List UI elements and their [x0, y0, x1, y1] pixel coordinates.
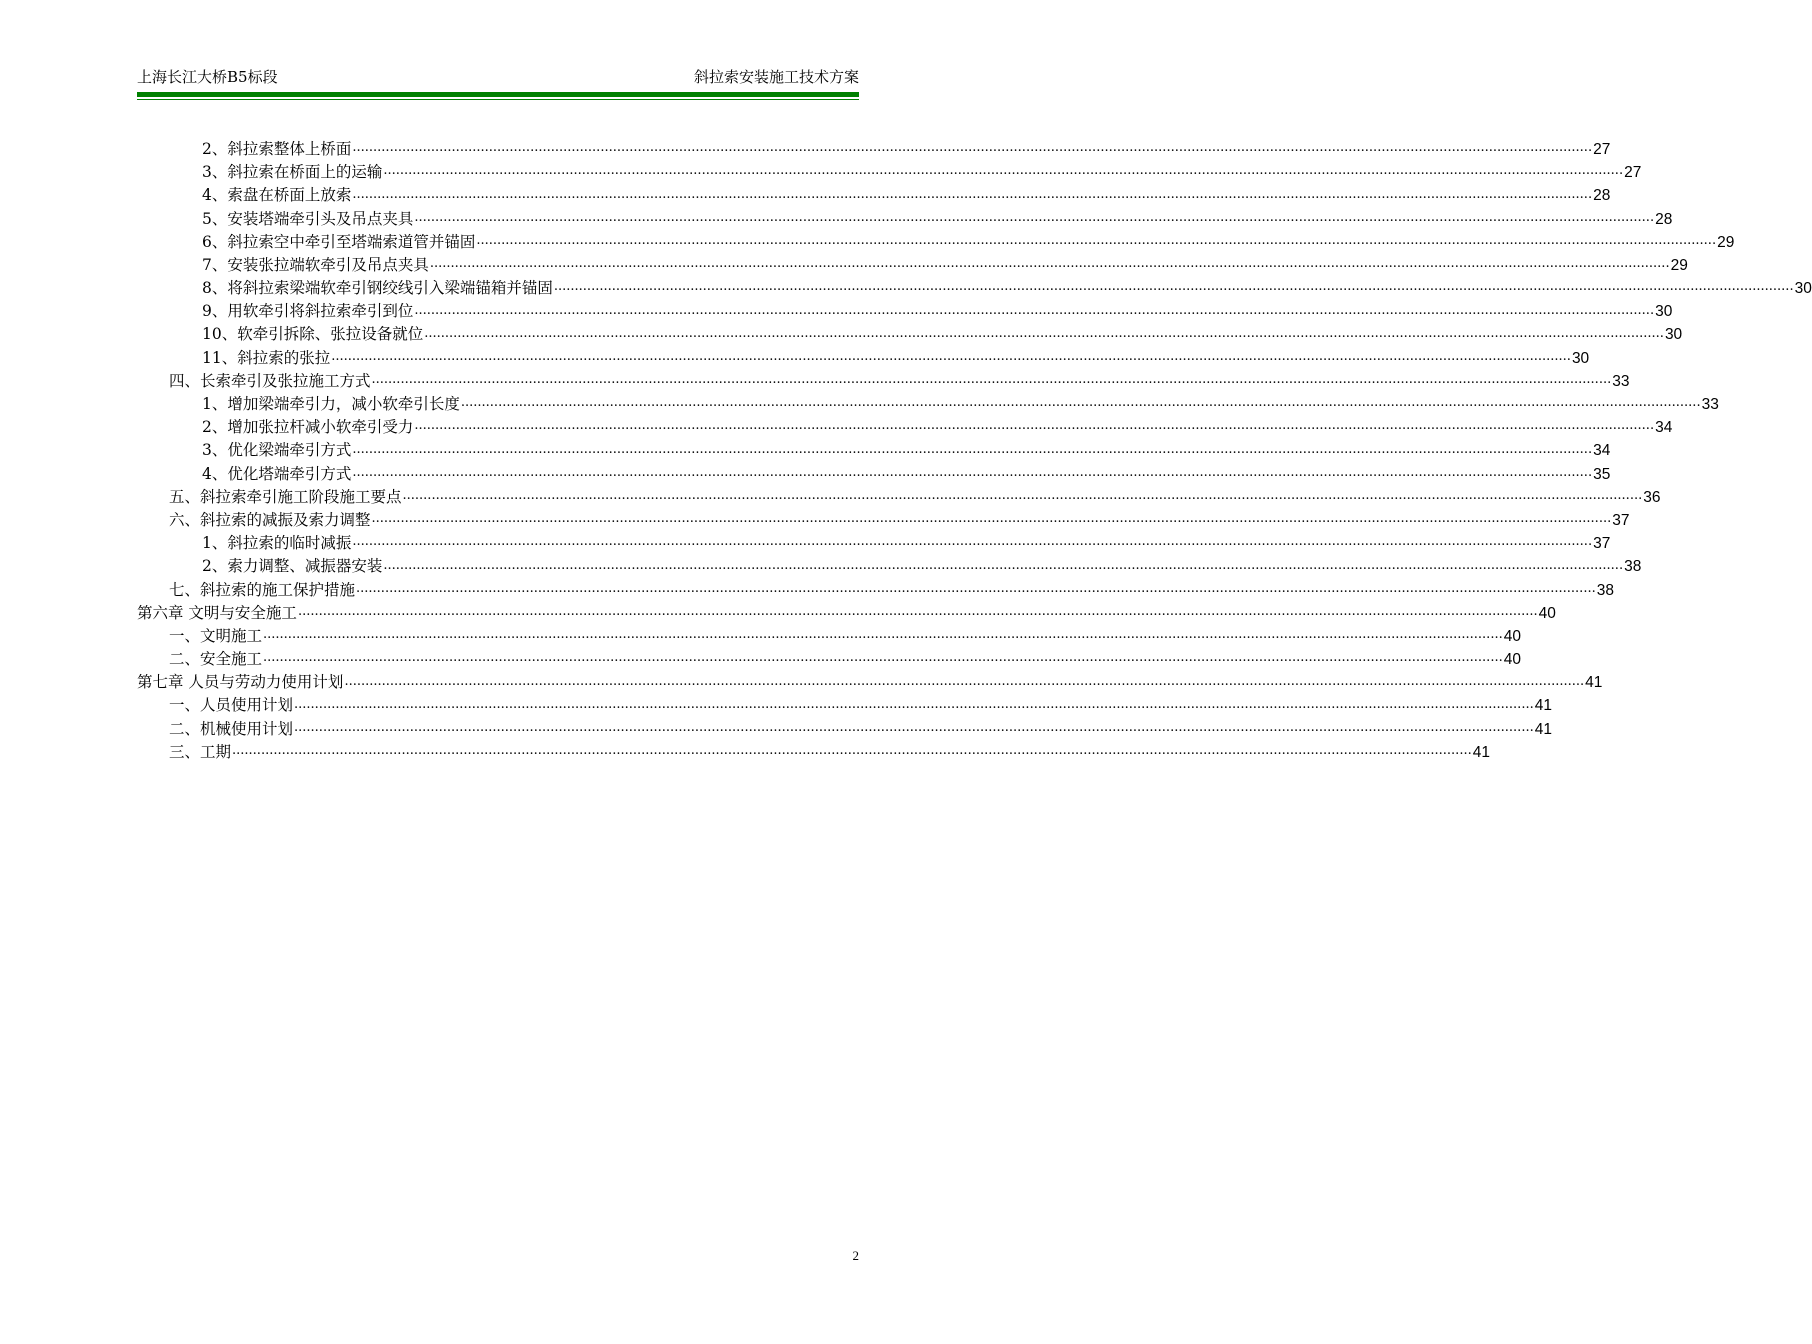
toc-entry[interactable] [137, 231, 1735, 254]
table-of-contents [137, 138, 1812, 764]
toc-dot-leader: ............................................................................................................................................................................................................................................................................................................ [263, 627, 1503, 643]
toc-entry[interactable] [137, 184, 1611, 207]
toc-entry[interactable] [137, 416, 1673, 439]
toc-entry-title: 一、人员使用计划 [169, 696, 294, 715]
toc-entry-page: 33 [1612, 372, 1630, 390]
toc-entry-title: 4、优化塔端牵引方式 [202, 464, 352, 483]
toc-entry[interactable] [137, 161, 1642, 184]
toc-dot-leader: ............................................................................................................................................................................................................................................................................................................ [414, 302, 1655, 318]
toc-entry[interactable] [137, 486, 1661, 509]
toc-entry[interactable] [137, 138, 1611, 161]
toc-dot-leader: ............................................................................................................................................................................................................................................................................................................ [460, 395, 1701, 411]
toc-entry-page: 28 [1655, 210, 1673, 228]
toc-entry-title: 2、斜拉索整体上桥面 [202, 139, 352, 158]
toc-entry-title: 三、工期 [169, 742, 232, 761]
toc-entry-page: 38 [1596, 581, 1614, 599]
header-rule-thick [137, 92, 859, 97]
toc-dot-leader: ............................................................................................................................................................................................................................................................................................................ [232, 743, 1472, 759]
toc-dot-leader: ............................................................................................................................................................................................................................................................................................................ [352, 534, 1593, 550]
toc-entry-page: 40 [1503, 651, 1521, 669]
toc-entry-page: 35 [1593, 465, 1611, 483]
toc-dot-leader: ............................................................................................................................................................................................................................................................................................................ [402, 488, 1643, 503]
toc-entry-page: 41 [1534, 697, 1552, 715]
toc-entry-page: 28 [1593, 187, 1611, 205]
header-project-title: 上海长江大桥B5标段 [137, 68, 278, 86]
toc-dot-leader: ............................................................................................................................................................................................................................................................................................................ [263, 650, 1503, 666]
toc-entry[interactable] [137, 579, 1614, 602]
header-document-title: 斜拉索安装施工技术方案 [693, 68, 859, 86]
toc-entry[interactable] [137, 393, 1719, 416]
toc-entry-title: 8、将斜拉索梁端软牵引钢绞线引入梁端锚箱并锚固 [202, 279, 553, 298]
toc-entry-title: 2、索力调整、减振器安装 [202, 557, 383, 576]
toc-entry[interactable] [137, 208, 1673, 231]
page-number: 2 [852, 1248, 859, 1263]
toc-entry-page: 41 [1472, 743, 1490, 761]
toc-entry[interactable] [137, 671, 1603, 694]
toc-entry-title: 四、长索牵引及张拉施工方式 [169, 371, 371, 390]
toc-entry-page: 30 [1664, 326, 1683, 344]
toc-entry-page: 40 [1538, 604, 1556, 622]
toc-entry-page: 36 [1643, 488, 1661, 506]
toc-entry[interactable] [137, 648, 1521, 671]
toc-entry-page: 29 [1717, 233, 1735, 251]
toc-entry-page: 29 [1670, 256, 1688, 274]
toc-entry-title: 5、安装塔端牵引头及吊点夹具 [202, 209, 414, 228]
toc-entry[interactable] [137, 370, 1630, 393]
toc-entry-title: 3、优化梁端牵引方式 [202, 441, 352, 460]
toc-entry-title: 二、机械使用计划 [169, 719, 294, 738]
toc-entry[interactable] [137, 718, 1552, 741]
toc-dot-leader: ............................................................................................................................................................................................................................................................................................................ [331, 348, 1571, 364]
toc-entry-title: 二、安全施工 [169, 650, 263, 669]
toc-entry-page: 27 [1593, 140, 1611, 158]
toc-entry-page: 27 [1624, 164, 1642, 182]
toc-entry[interactable] [137, 625, 1521, 648]
toc-entry[interactable] [137, 555, 1642, 578]
toc-entry[interactable] [137, 602, 1556, 625]
toc-dot-leader: ............................................................................................................................................................................................................................................................................................................ [371, 511, 1612, 527]
header-rule-thin [137, 99, 859, 100]
toc-dot-leader: ............................................................................................................................................................................................................................................................................................................ [294, 696, 1534, 712]
toc-dot-leader: ............................................................................................................................................................................................................................................................................................................ [553, 279, 1794, 295]
toc-entry-page: 30 [1571, 349, 1590, 367]
toc-entry[interactable] [137, 439, 1611, 462]
toc-entry-title: 3、斜拉索在桥面上的运输 [202, 163, 383, 182]
toc-entry[interactable] [137, 277, 1812, 300]
toc-entry-title: 六、斜拉索的减振及索力调整 [169, 510, 371, 529]
toc-dot-leader: ............................................................................................................................................................................................................................................................................................................ [352, 140, 1593, 156]
toc-entry[interactable] [137, 463, 1611, 486]
toc-entry-page: 41 [1534, 720, 1552, 738]
toc-dot-leader: ............................................................................................................................................................................................................................................................................................................ [383, 557, 1624, 573]
toc-dot-leader: ............................................................................................................................................................................................................................................................................................................ [294, 719, 1534, 735]
toc-entry-page: 34 [1655, 419, 1673, 437]
toc-dot-leader: ............................................................................................................................................................................................................................................................................................................ [414, 209, 1655, 225]
toc-entry-title: 9、用软牵引将斜拉索牵引到位 [202, 302, 414, 321]
toc-entry-title: 五、斜拉索牵引施工阶段施工要点 [169, 487, 402, 506]
toc-entry-title: 第七章 人员与劳动力使用计划 [137, 673, 344, 692]
toc-entry-page: 30 [1794, 280, 1812, 298]
toc-entry-page: 34 [1593, 442, 1611, 460]
toc-entry-page: 41 [1585, 674, 1603, 692]
toc-dot-leader: ............................................................................................................................................................................................................................................................................................................ [352, 186, 1593, 202]
toc-entry-title: 一、文明施工 [169, 626, 263, 645]
toc-dot-leader: ............................................................................................................................................................................................................................................................................................................ [414, 418, 1655, 434]
toc-entry[interactable] [137, 347, 1590, 370]
toc-entry-title: 1、斜拉索的临时减振 [202, 534, 352, 553]
toc-dot-leader: ............................................................................................................................................................................................................................................................................................................ [371, 372, 1612, 388]
toc-dot-leader: ............................................................................................................................................................................................................................................................................................................ [476, 232, 1717, 248]
toc-entry-title: 第六章 文明与安全施工 [137, 603, 297, 622]
toc-dot-leader: ............................................................................................................................................................................................................................................................................................................ [297, 603, 1538, 619]
toc-entry-title: 10、软牵引拆除、张拉设备就位 [202, 325, 424, 344]
toc-entry-page: 30 [1655, 303, 1673, 321]
toc-entry-title: 七、斜拉索的施工保护措施 [169, 580, 356, 599]
toc-entry[interactable] [137, 300, 1673, 323]
toc-dot-leader: ............................................................................................................................................................................................................................................................................................................ [352, 441, 1593, 457]
toc-entry[interactable] [137, 254, 1688, 277]
toc-entry-page: 37 [1612, 511, 1630, 529]
toc-entry[interactable] [137, 324, 1683, 347]
toc-entry-title: 7、安装张拉端软牵引及吊点夹具 [202, 255, 429, 274]
toc-entry[interactable] [137, 695, 1552, 718]
toc-entry-title: 6、斜拉索空中牵引至塔端索道管并锚固 [202, 232, 476, 251]
toc-entry-title: 4、索盘在桥面上放索 [202, 186, 352, 205]
toc-entry-page: 40 [1503, 627, 1521, 645]
toc-entry-page: 33 [1701, 396, 1719, 414]
toc-dot-leader: ............................................................................................................................................................................................................................................................................................................ [383, 163, 1624, 179]
toc-entry-title: 1、增加梁端牵引力，减小软牵引长度 [202, 395, 460, 414]
toc-entry-title: 2、增加张拉杆减小软牵引受力 [202, 418, 414, 437]
toc-dot-leader: ............................................................................................................................................................................................................................................................................................................ [356, 580, 1596, 596]
toc-entry-page: 37 [1593, 535, 1611, 553]
toc-entry-page: 38 [1624, 558, 1642, 576]
toc-entry[interactable] [137, 741, 1490, 764]
toc-dot-leader: ............................................................................................................................................................................................................................................................................................................ [424, 325, 1664, 341]
page-header [137, 66, 859, 88]
toc-entry-title: 11、斜拉索的张拉 [202, 348, 331, 367]
toc-dot-leader: ............................................................................................................................................................................................................................................................................................................ [344, 673, 1585, 689]
toc-dot-leader: ............................................................................................................................................................................................................................................................................................................ [429, 256, 1670, 272]
toc-dot-leader: ............................................................................................................................................................................................................................................................................................................ [352, 464, 1593, 480]
toc-entry[interactable] [137, 532, 1611, 555]
toc-entry[interactable] [137, 509, 1630, 532]
